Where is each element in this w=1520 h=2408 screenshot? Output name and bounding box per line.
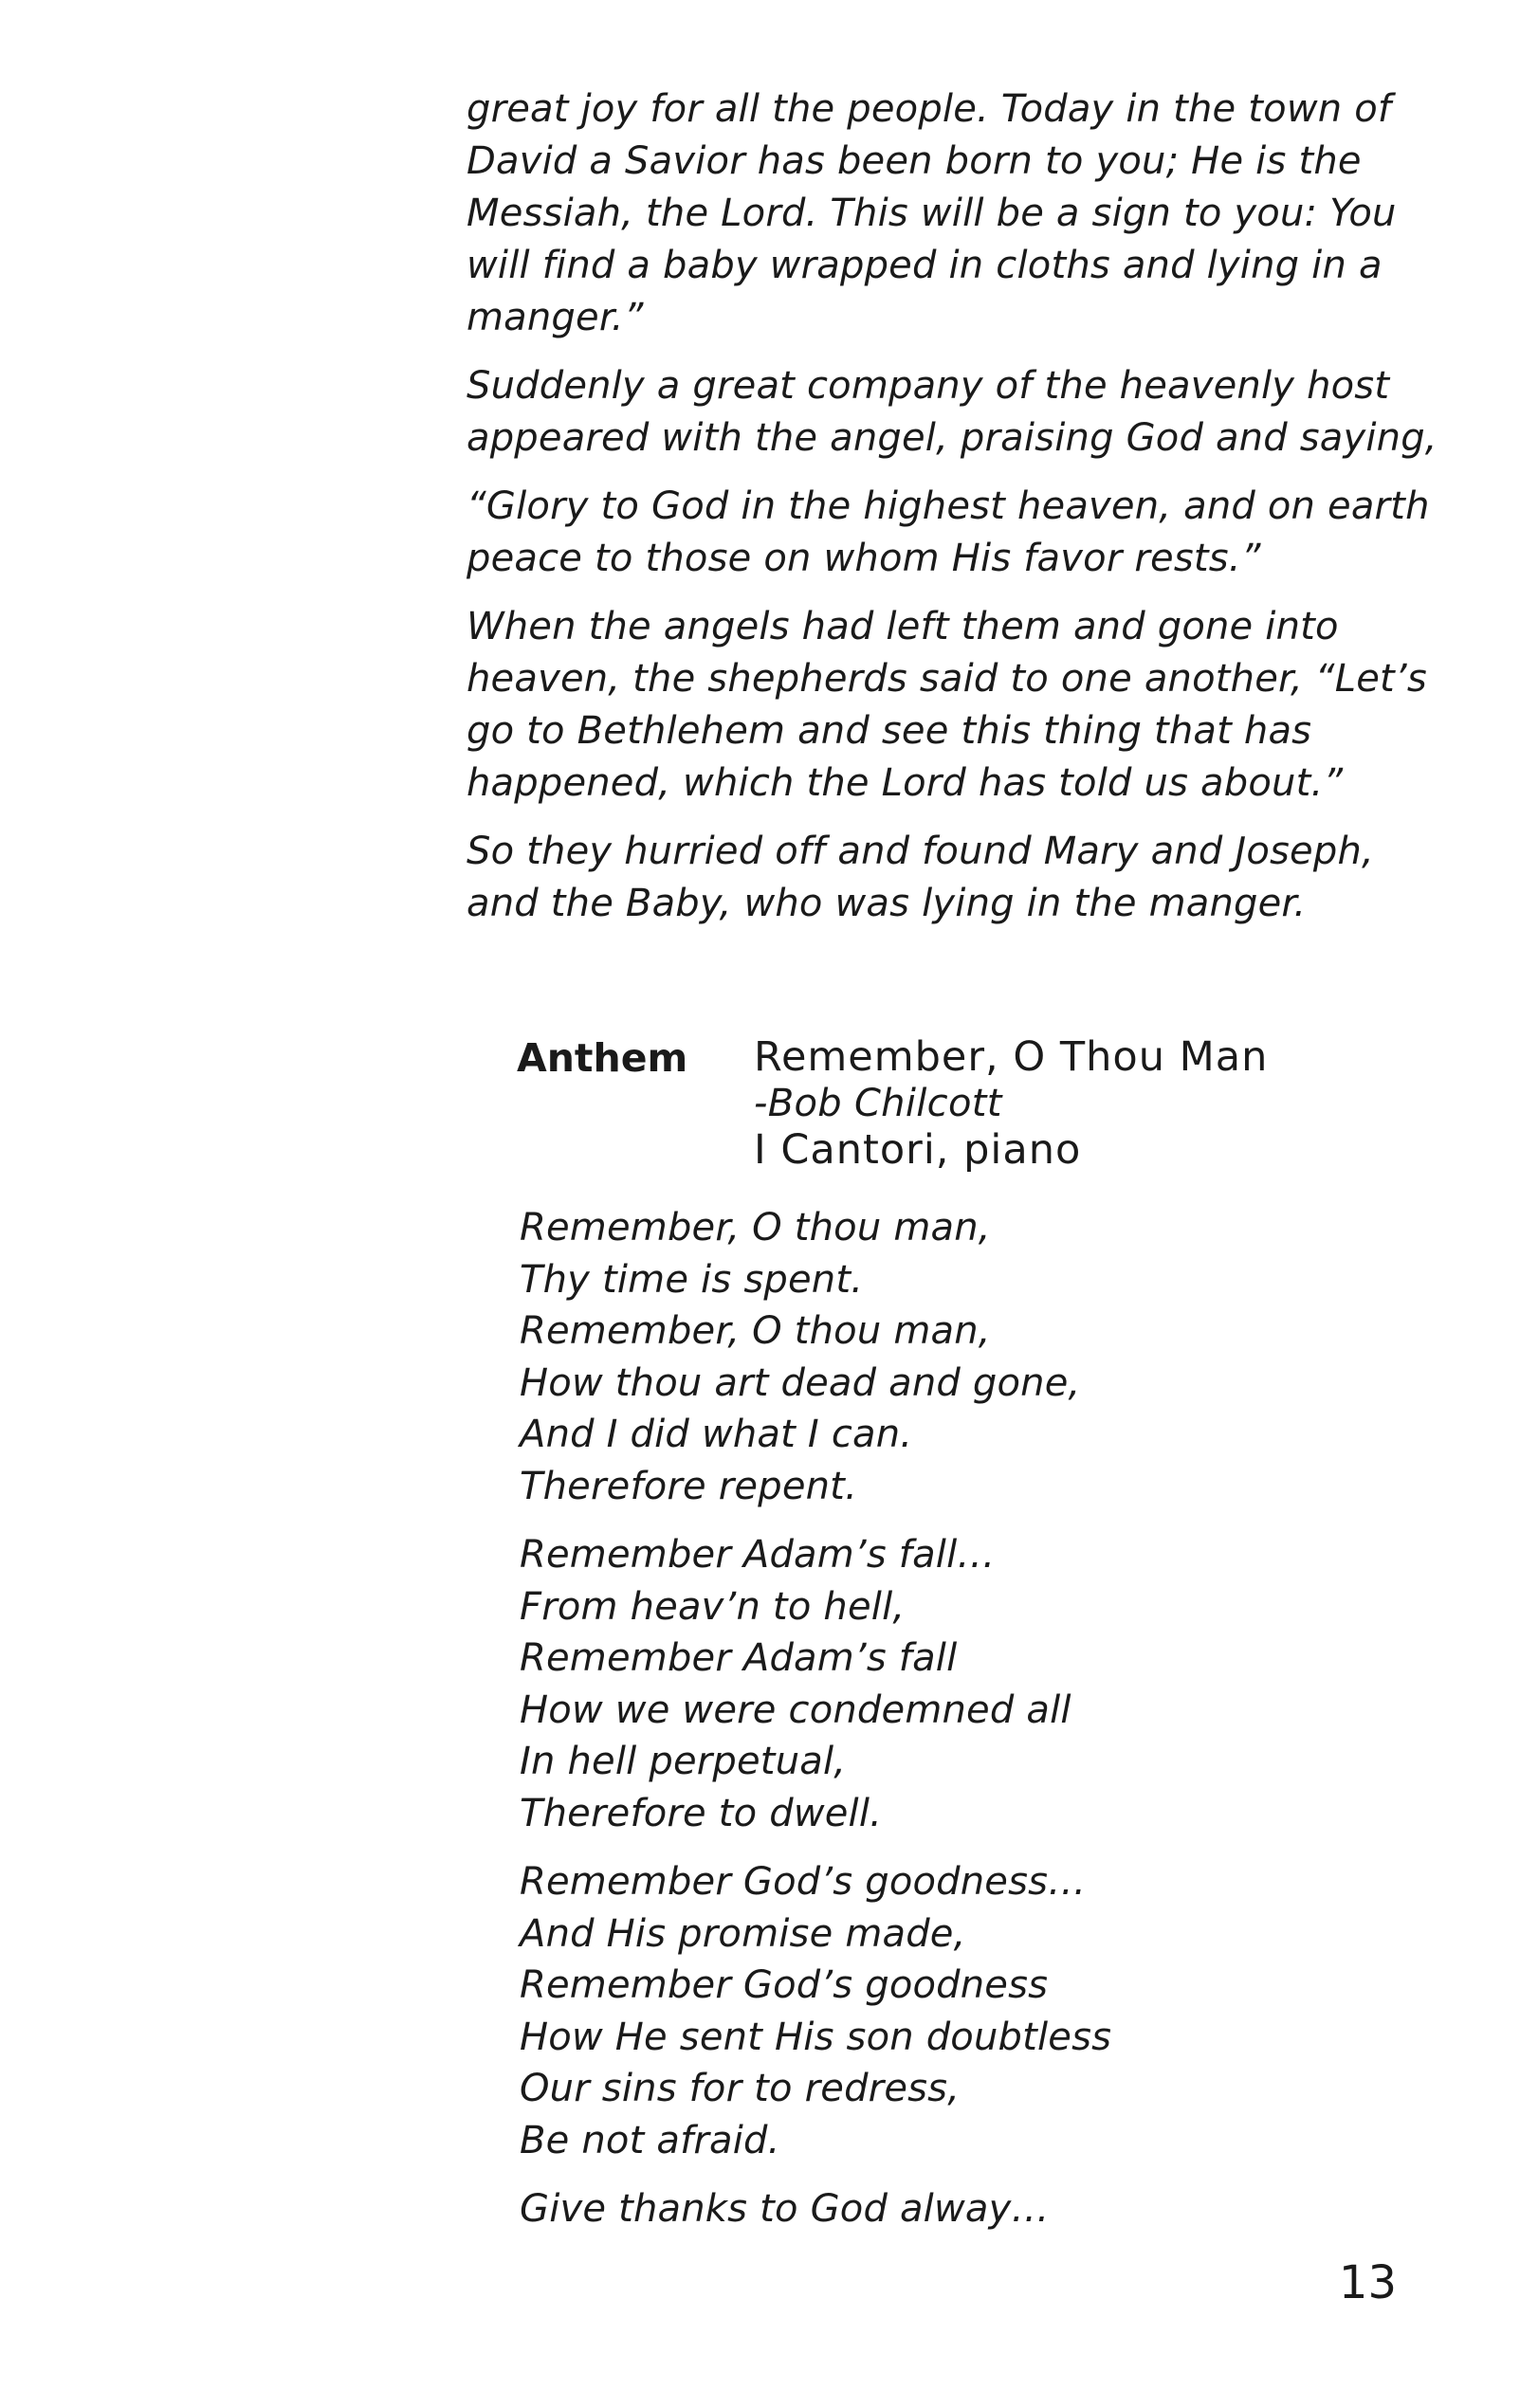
lyric-line: Therefore repent. [520,1464,857,1508]
lyric-line: Remember, O thou man, [520,1309,991,1353]
lyrics-stanza-2 [520,1529,1430,1839]
lyric-line: How He sent His son doubtless [520,2015,1112,2059]
lyric-line: Therefore to dwell. [520,1791,883,1835]
lyric-line: Give thanks to God alway… [520,2187,1050,2231]
anthem-lyrics [520,1202,1430,2253]
lyric-line: Be not afraid. [520,2118,780,2162]
lyrics-stanza-3 [520,1856,1430,2166]
lyric-line: Remember Adam’s fall [520,1636,958,1680]
lyric-line: In hell perpetual, [520,1740,847,1783]
lyric-line: Our sins for to redress, [520,2067,961,2110]
lyric-line: Remember God’s goodness… [520,1860,1087,1904]
lyric-line: Remember, O thou man, [520,1206,991,1250]
scripture-reading [467,83,1443,946]
lyric-line: From heav’n to hell, [520,1584,906,1629]
scripture-paragraph: When the angels had left them and gone into heaven, the shepherds said to one another, “Let’s go to Bethlehem and see this thing that has happened, which the Lord has told us about.” [467,605,1427,805]
lyric-line: How we were condemned all [520,1687,1071,1732]
lyric-line: Thy time is spent. [520,1257,864,1302]
anthem-title: Remember, O Thou Man [754,1033,1269,1081]
lyrics-stanza-4 [520,2183,1430,2235]
lyric-line: And His promise made, [520,1911,966,1956]
lyric-line: Remember Adam’s fall… [520,1533,996,1577]
lyric-line: And I did what I can. [520,1413,913,1456]
lyric-line: How thou art dead and gone, [520,1360,1081,1405]
scripture-paragraph: “Glory to God in the highest heaven, and on earth peace to those on whom His favor rests.” [467,484,1430,580]
anthem-info [754,1033,1268,1174]
lyrics-stanza-1 [520,1202,1430,1512]
anthem-label: Anthem [517,1035,688,1081]
anthem-performers: I Cantori, piano [754,1126,1082,1174]
page-number: 13 [1338,2256,1397,2309]
lyric-line: Remember God’s goodness [520,1963,1049,2007]
scripture-paragraph: So they hurried off and found Mary and Joseph, and the Baby, who was lying in the manger. [467,830,1374,925]
anthem-composer: -Bob Chilcott [754,1082,1002,1125]
scripture-paragraph: Suddenly a great company of the heavenly host appeared with the angel, praising God and saying, [467,364,1438,460]
scripture-paragraph: great joy for all the people. Today in the town of David a Savior has been born to you; He is the Messiah, the Lord. This will be a sign to you: You will find a baby wrapped in cloths and lying in a manger.” [467,87,1397,339]
